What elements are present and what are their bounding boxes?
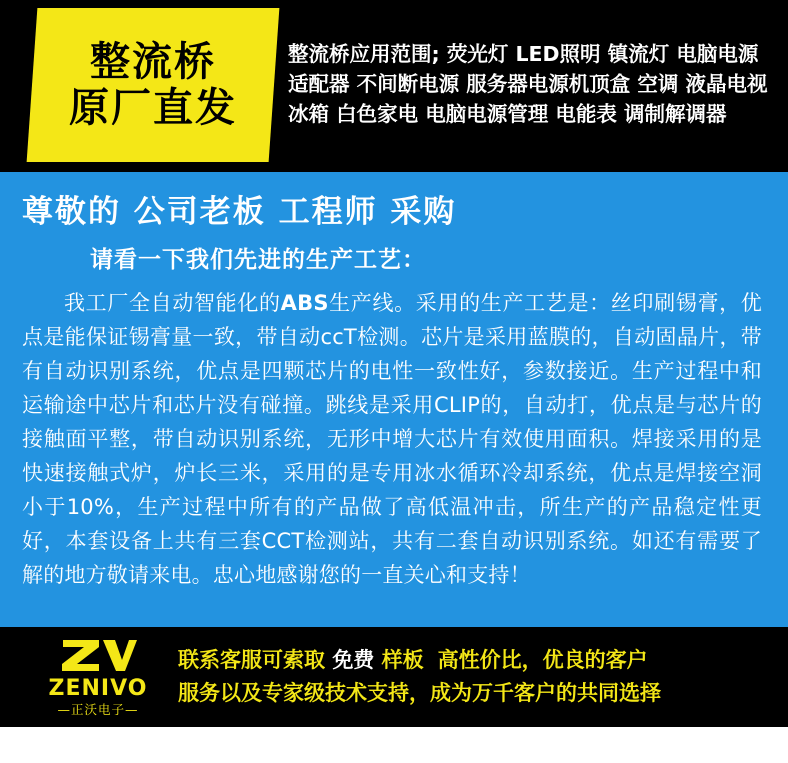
footer-highlight-free: 免费	[332, 648, 375, 673]
banner-app-line-3: 冰箱 白色家电 电脑电源管理 电能表 调制解调器	[288, 101, 727, 126]
bottom-whitespace	[0, 727, 788, 763]
paragraph-part-2: 生产线。采用的生产工艺是：丝印刷锡膏，优点是能保证锡膏量一致，带自动ccT检测。芯片是采用蓝膜的，自动固晶片，带有自动识别系统，优点是四颗芯片的电性一致性好，参数接近。生产过程中和运输途中芯片和芯片没有碰撞。跳线是采用CLIP的，自动打，优点是与芯片的接触面平整，带自动识别系统，无形中增大芯片有效使用面积。焊接采用的是快速接触式炉，炉长三米，采用的是专用冰水循环冷却系统，优点是焊接空洞小于10%，生产过程中所有的产品做了高低温冲击，所生产的产品稳定性更好，本套设备上共有三套CCT检测站，共有二套自动识别系统。如还有需要了解的地方敬请来电。忠心地感谢您的一直关心和支持！	[22, 291, 762, 588]
page-title: 尊敬的 公司老板 工程师 采购	[22, 194, 457, 230]
banner-app-line-2: 适配器 不间断电源 服务器电源机顶盒 空调 液晶电视	[288, 72, 768, 97]
footer-line-1-part-2: 样板	[374, 648, 424, 673]
banner-applications	[274, 8, 788, 162]
banner-product-badge	[27, 8, 280, 162]
logo-wordmark: ZENIVO	[48, 675, 148, 701]
footer-message	[178, 644, 788, 709]
footer-line-2: 服务以及专家级技术支持，成为万千客户的共同选择	[178, 681, 661, 705]
company-logo	[0, 638, 178, 717]
paragraph-bold-term: ABS	[280, 291, 329, 315]
paragraph-part-1: 我工厂全自动智能化的	[64, 291, 281, 315]
zv-monogram-icon	[59, 638, 137, 677]
badge-line-1: 整流桥	[90, 38, 216, 85]
body-paragraph	[22, 286, 766, 592]
badge-line-2: 原厂直发	[69, 85, 237, 131]
footer-line-1-part-1: 联系客服可索取	[178, 648, 333, 673]
footer-bar	[0, 627, 788, 727]
footer-line-1	[178, 644, 778, 677]
logo-subtitle: —正沃电子—	[57, 701, 139, 717]
subheading: 请看一下我们先进的生产工艺：	[90, 247, 426, 273]
main-content	[0, 172, 788, 627]
banner-app-line-1: 整流桥应用范围; 荧光灯 LED照明 镇流灯 电脑电源	[288, 42, 759, 67]
footer-line-1-part-3: 高性价比，优良的客户	[437, 648, 648, 673]
top-banner	[0, 0, 788, 172]
